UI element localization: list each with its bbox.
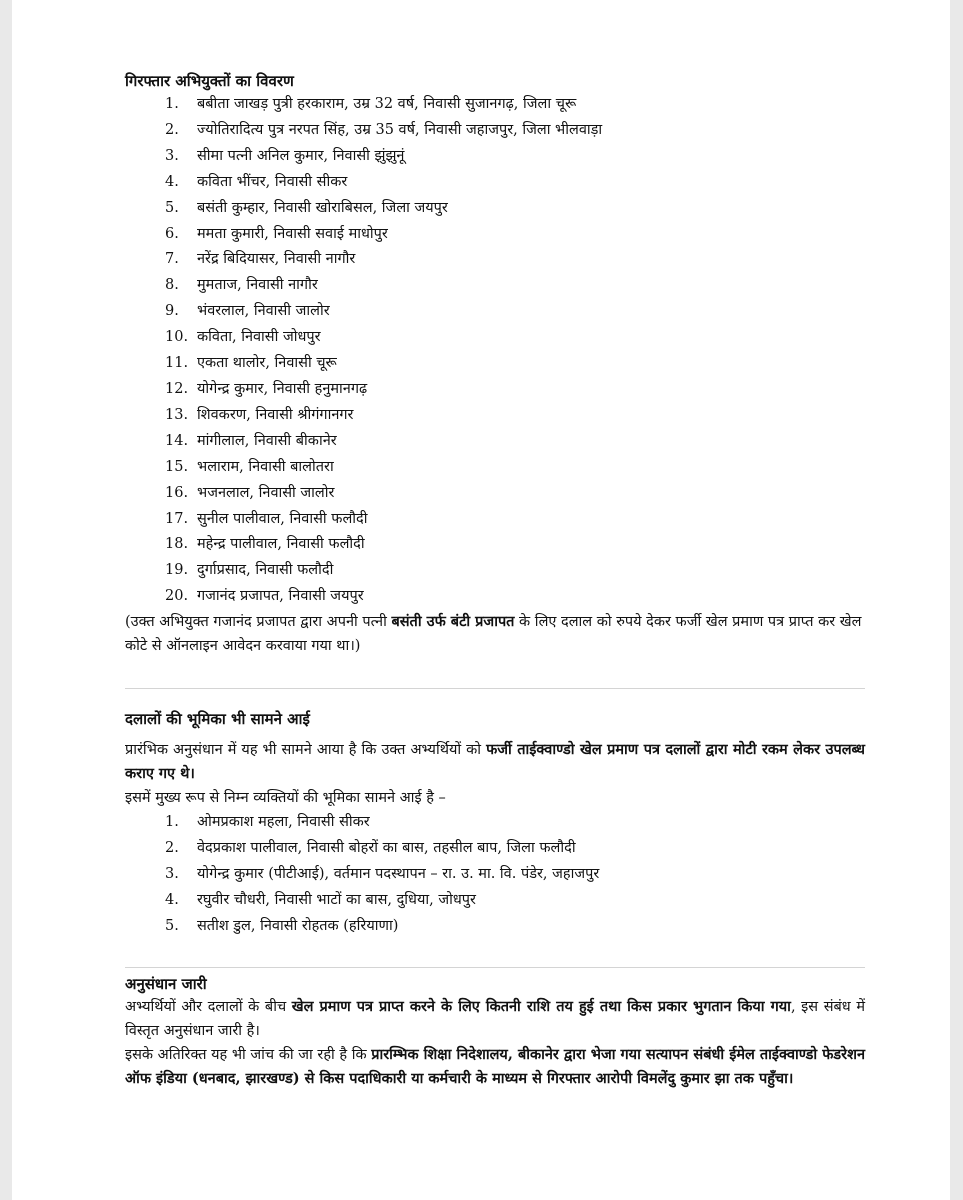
- accused-list-item: [125, 377, 865, 403]
- list-item-text: मुमताज, निवासी नागौर: [197, 277, 318, 294]
- accused-list-item: [125, 558, 865, 584]
- investigation-p2-text: इसके अतिरिक्त यह भी जांच की जा रही है कि: [125, 1047, 372, 1063]
- list-item-text: मांगीलाल, निवासी बीकानेर: [197, 432, 337, 449]
- list-item-text: महेन्द्र पालीवाल, निवासी फलौदी: [197, 536, 365, 553]
- list-item-number: 19.: [165, 562, 189, 579]
- brokers-para-text: प्रारंभिक अनुसंधान में यह भी सामने आया है कि उक्त अभ्यर्थियों को: [125, 742, 487, 758]
- list-item-number: 9.: [165, 303, 179, 320]
- accused-list-item: [125, 403, 865, 429]
- list-item-text: कविता, निवासी जोधपुर: [197, 329, 321, 346]
- accused-list-item: [125, 273, 865, 299]
- note-text-1: (उक्त अभियुक्त गजानंद प्रजापत द्वारा अपनी पत्नी: [125, 614, 392, 631]
- list-item-text: योगेन्द्र कुमार, निवासी हनुमानगढ़: [197, 380, 368, 397]
- list-item-text: दुर्गाप्रसाद, निवासी फलौदी: [197, 562, 334, 579]
- list-item-text: ज्योतिरादित्य पुत्र नरपत सिंह, उम्र 35 वर्ष, निवासी जहाजपुर, जिला भीलवाड़ा: [197, 121, 603, 138]
- list-item-number: 1.: [165, 814, 179, 830]
- investigation-p1-text: अभ्यर्थियों और दलालों के बीच: [125, 999, 292, 1015]
- list-item-number: 11.: [165, 355, 189, 372]
- list-item-number: 14.: [165, 432, 189, 449]
- investigation-p1-bold: खेल प्रमाण पत्र प्राप्त करने के लिए कितनी राशि तय हुई तथा किस प्रकार भुगतान किया गया: [291, 998, 791, 1015]
- brokers-intro: इसमें मुख्य रूप से निम्न व्यक्तियों की भूमिका सामने आई है –: [125, 790, 446, 806]
- list-item-number: 10.: [165, 329, 189, 346]
- list-item-number: 18.: [165, 536, 189, 553]
- list-item-number: 5.: [165, 199, 179, 216]
- list-item-text: भंवरलाल, निवासी जालोर: [197, 303, 330, 320]
- list-item-number: 16.: [165, 484, 189, 501]
- list-item-number: 2.: [165, 839, 179, 856]
- investigation-p2-bold: प्रारम्भिक शिक्षा निदेशालय, बीकानेर द्वारा भेजा गया सत्यापन संबंधी ईमेल ताईक्वाण्डो फेडरेशन ऑफ इंडिया (धनबाद, झारखण्ड) से किस पदाधिकारी या कर्मचारी के माध्यम से गिरफ्तार आरोपी विमलेंदु कुमार झा तक पहुँचा।: [125, 1046, 865, 1087]
- list-item-number: 15.: [165, 458, 189, 475]
- investigation-paragraph-1: [125, 995, 865, 1043]
- list-item-text: सुनील पालीवाल, निवासी फलौदी: [197, 510, 368, 527]
- accused-list-item: [125, 507, 865, 533]
- accused-list-item: [125, 222, 865, 248]
- investigation-paragraph-2: [125, 1043, 865, 1091]
- accused-list-item: [125, 92, 865, 118]
- list-item-number: 4.: [165, 173, 179, 190]
- broker-list-item: [125, 862, 865, 888]
- list-item-number: 3.: [165, 147, 179, 164]
- list-item-text: गजानंद प्रजापत, निवासी जयपुर: [197, 588, 364, 605]
- accused-list-item: [125, 325, 865, 351]
- accused-list-item: [125, 118, 865, 144]
- list-item-text: शिवकरण, निवासी श्रीगंगानगर: [197, 406, 354, 423]
- list-item-text: ममता कुमारी, निवासी सवाई माधोपुर: [197, 225, 388, 242]
- list-item-number: 12.: [165, 380, 189, 397]
- section-heading-arrested: गिरफ्तार अभियुक्तों का विवरण: [125, 72, 294, 90]
- list-item-text: सीमा पत्नी अनिल कुमार, निवासी झुंझुनूं: [197, 147, 405, 164]
- list-item-text: ओमप्रकाश महला, निवासी सीकर: [197, 814, 370, 830]
- list-item-text: बबीता जाखड़ पुत्री हरकाराम, उम्र 32 वर्ष, निवासी सुजानगढ़, जिला चूरू: [197, 96, 577, 112]
- accused-list-item: [125, 429, 865, 455]
- accused-list-item: [125, 247, 865, 273]
- accused-list-item: [125, 584, 865, 610]
- accused-list-item: [125, 144, 865, 170]
- broker-list-item: [125, 888, 865, 914]
- arrested-accused-list: [125, 92, 865, 610]
- accused-list-item: [125, 481, 865, 507]
- list-item-text: वेदप्रकाश पालीवाल, निवासी बोहरों का बास, तहसील बाप, जिला फलौदी: [197, 839, 576, 856]
- note-text-bold: बसंती उर्फ बंटी प्रजापत: [391, 613, 515, 631]
- brokers-list: [125, 810, 865, 940]
- section-heading-brokers: दलालों की भूमिका भी सामने आई: [125, 710, 310, 728]
- section-heading-investigation: अनुसंधान जारी: [125, 975, 207, 993]
- list-item-number: 4.: [165, 891, 179, 908]
- section-divider: [125, 967, 865, 968]
- list-item-text: बसंती कुम्हार, निवासी खोराबिसल, जिला जयपुर: [197, 199, 448, 216]
- arrested-accused-section: [125, 70, 865, 658]
- list-item-number: 2.: [165, 121, 179, 138]
- accused-list-item: [125, 455, 865, 481]
- broker-list-item: [125, 914, 865, 940]
- accused-list-item: [125, 170, 865, 196]
- brokers-role-section: [125, 708, 865, 940]
- list-item-text: सतीश डुल, निवासी रोहतक (हरियाणा): [197, 917, 399, 934]
- list-item-text: कविता भींचर, निवासी सीकर: [197, 173, 348, 190]
- list-item-number: 1.: [165, 96, 179, 112]
- list-item-number: 6.: [165, 225, 179, 242]
- investigation-p1-text-end: , इस संबंध में विस्तृत अनुसंधान जारी है।: [125, 999, 865, 1039]
- list-item-text: एकता थालोर, निवासी चूरू: [197, 355, 337, 372]
- investigation-ongoing-section: [125, 973, 865, 1091]
- section-divider: [125, 688, 865, 689]
- document-page: [12, 0, 950, 1200]
- list-item-text: नरेंद्र बिदियासर, निवासी नागौर: [197, 251, 356, 268]
- list-item-number: 5.: [165, 917, 179, 934]
- list-item-number: 7.: [165, 251, 179, 268]
- list-item-text: रघुवीर चौधरी, निवासी भाटों का बास, दुधिया, जोधपुर: [197, 891, 476, 908]
- list-item-number: 13.: [165, 406, 189, 423]
- note-text-2: के लिए दलाल को रुपये देकर फर्जी खेल प्रमाण पत्र प्राप्त कर खेल कोटे से ऑनलाइन आवेदन करवाया गया था।): [125, 614, 862, 655]
- accused-list-item: [125, 299, 865, 325]
- broker-list-item: [125, 810, 865, 836]
- list-item-text: योगेन्द्र कुमार (पीटीआई), वर्तमान पदस्थापन – रा. उ. मा. वि. पंडेर, जहाजपुर: [197, 865, 600, 882]
- brokers-paragraph: [125, 738, 865, 786]
- list-item-text: भजनलाल, निवासी जालोर: [197, 484, 335, 501]
- list-item-number: 20.: [165, 588, 189, 605]
- accused-note: [125, 610, 865, 658]
- accused-list-item: [125, 196, 865, 222]
- list-item-number: 8.: [165, 277, 179, 294]
- accused-list-item: [125, 532, 865, 558]
- list-item-number: 17.: [165, 510, 189, 527]
- broker-list-item: [125, 836, 865, 862]
- list-item-number: 3.: [165, 865, 179, 882]
- list-item-text: भलाराम, निवासी बालोतरा: [197, 458, 334, 475]
- brokers-para-bold: फर्जी ताईक्वाण्डो खेल प्रमाण पत्र दलालों द्वारा मोटी रकम लेकर उपलब्ध कराए गए थे।: [125, 741, 865, 782]
- accused-list-item: [125, 351, 865, 377]
